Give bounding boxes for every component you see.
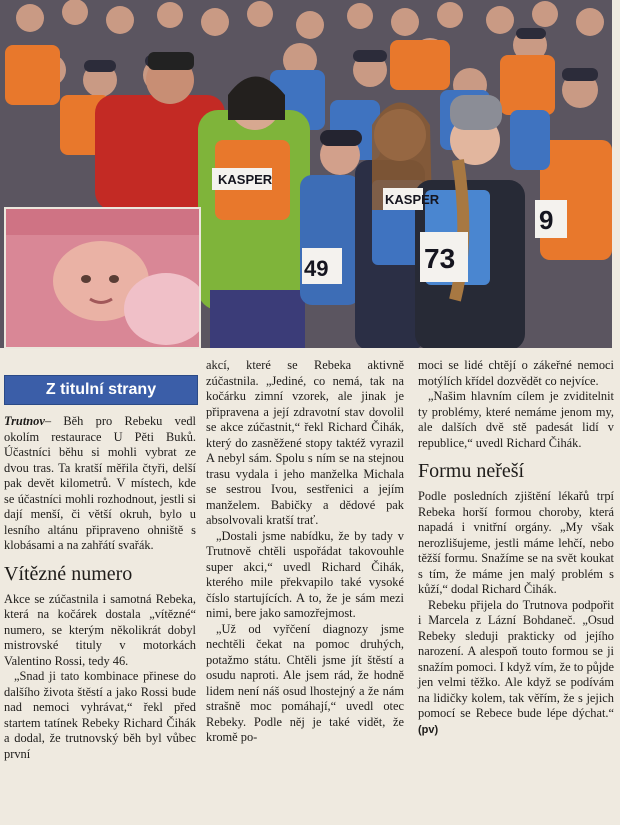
- paragraph-6: moci se lidé chtějí o zákeřné nemoci motýlích křídel dozvědět co nejvíce.: [418, 358, 614, 388]
- bib-49: 49: [304, 256, 329, 281]
- baby-illustration: [6, 209, 199, 347]
- paragraph-1: Akce se zúčastnila i samotná Rebeka, která na kočárek dostala „vítězné“ numero, se kterým několikrát dobyl mistrovské tituly v motorkách Valentino Rossi, tedy 46.: [4, 591, 196, 668]
- baby-photo: [4, 207, 201, 349]
- subheading-formu-neresi: Formu neřeší: [418, 460, 525, 482]
- dateline-place: Trutnov: [4, 414, 45, 428]
- lead-paragraph: [4, 414, 196, 554]
- bib-kasper-1: KASPER: [218, 172, 273, 187]
- bib-9: 9: [539, 205, 554, 235]
- article-column-1: [4, 414, 196, 762]
- paragraph-5: „Už od vyřčení diagnozy jsme nechtěli čekat na pomoc druhých, potažmo státu. Chtěli jsme jít štěstí a osudu naproti. Ale jsem rád, že hodně lidem není náš osud lhostejný a že nám strašně moc pomáhají,“ uvedl otec Rebeky. Podle něj je také vidět, že kromě po-: [206, 621, 404, 744]
- paragraph-9: [418, 598, 614, 739]
- paragraph-8: Podle posledních zjištění lékařů trpí Rebeka horší formou choroby, která napadá i vnitřní orgány. „My však nerozlišujeme, jestli máme lehčí, nebo těžší formu. Snažíme se na svět koukat s tím, že máme jen malý problém s kůží,“ dodal Richard Čihák.: [418, 489, 614, 596]
- paragraph-2: „Snad ji tato kombinace přinese do dalšího života štěstí a jako Rossi bude nad nemoci vyhrávat,“ řekl před startem tatínek Rebeky Richard Čihák a dodal, že trutnovský běh byl vůbec první: [4, 669, 196, 761]
- paragraph-7: „Našim hlavním cílem je zviditelnit ty problémy, které nemáme jenom my, ale dalších dvě stě padesát lidí v republice,“ uvedl Richard Čihák.: [418, 389, 614, 450]
- subheading-vitezne-numero: Vítězné numero: [4, 562, 133, 585]
- article-column-2: [206, 358, 404, 746]
- byline: (pv): [418, 723, 439, 736]
- lead-text: – Běh pro Rebeku vedl okolím restaurace U Pěti Buků. Účastníci běhu si mohli vybrat ze dvou tras. Ta kratší měřila čtyři, delší pak devět kilometrů. V místech, kde se účastníci mohli rozhodnout, jestli si dají menší, či větší okruh, bylo u lesního altánu připraveno ohniště s klobásami a na zahřátí svařák.: [4, 414, 196, 552]
- paragraph-9-text: Rebeku přijela do Trutnova podpořit i Marcela z Lázní Bohdaneč. „Osud Rebeky sleduji prakticky od jejího narození. A alespoň touto formou se ji snažím pomoci. I když vím, že to půjde jen velmi těžko. Ale když se podívám na lidičky kolem, tak věřím, že s jejich pomocí se Rebece bude lépe dýchat.“: [418, 597, 614, 720]
- bib-kasper-2: KASPER: [385, 192, 440, 207]
- paragraph-4: „Dostali jsme nabídku, že by tady v Trutnově chtěli uspořádat takovouhle super akci,“ uvedl Richard Čihák, kterého mile překvapilo také vysoké číslo startujících. A to, že je sám mezi nimi, bere jako samozřejmost.: [206, 528, 404, 620]
- bib-73: 73: [424, 243, 456, 274]
- paragraph-3: akcí, které se Rebeka aktivně zúčastnila. „Jediné, co nemá, tak na kočárku zimní vzorek, ale jinak je připravena a její zdravotní stav dovolil se akce zúčastnit,“ řekl Richard Čihák, který do zasněžené stopy taktéž vyrazil A nebyl sám. Spolu s ním se na stejnou trasu vydala i jeho manželka Michala se sestrou Ivou, sestřenici a jejím manželem. Babičky a dědové pak absolvovali kratší trať.: [206, 358, 404, 527]
- section-label: Z titulní strany: [4, 375, 198, 405]
- article-column-3: [418, 358, 614, 738]
